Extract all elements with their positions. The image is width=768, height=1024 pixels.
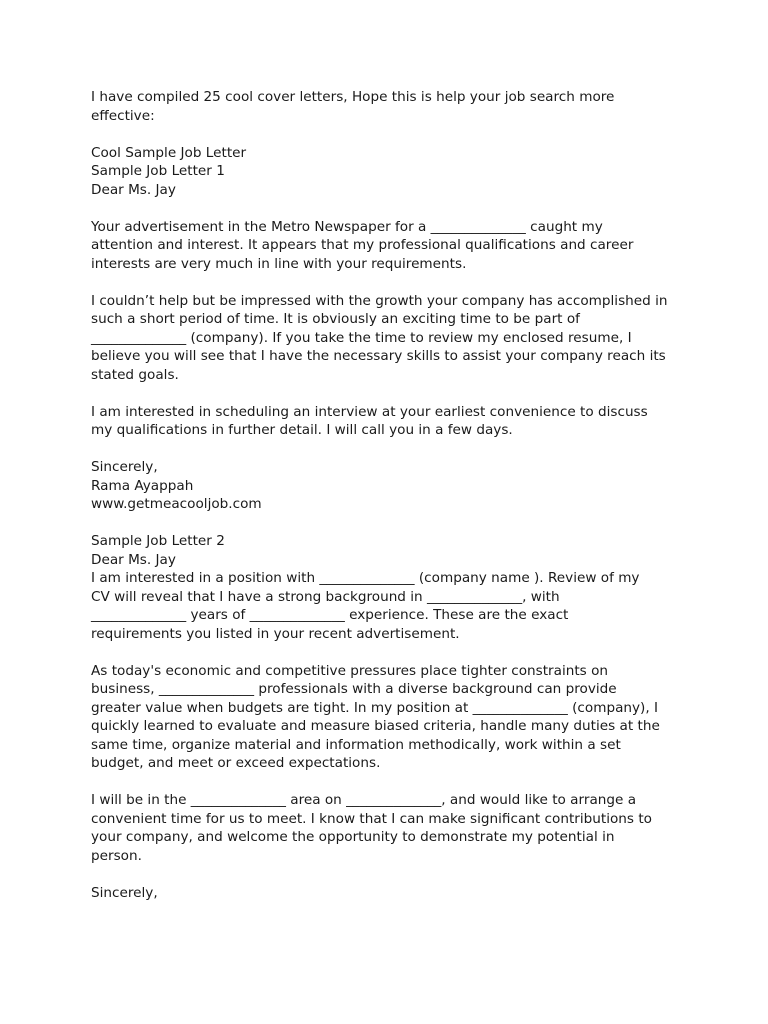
text-line: my qualifications in further detail. I will call you in a few days. bbox=[91, 422, 513, 438]
letter2-paragraph-3 bbox=[91, 791, 691, 865]
salutation: Dear Ms. Jay bbox=[91, 551, 176, 568]
text-line: ______________ years of ______________ experience. These are the exact bbox=[91, 607, 569, 623]
letter2-block bbox=[91, 532, 691, 643]
text-line: ______________ (company). If you take the time to review my enclosed resume, I bbox=[91, 329, 632, 346]
text-line: interests are very much in line with your requirements. bbox=[91, 255, 467, 272]
website-text: www.getmeacooljob.com bbox=[91, 496, 262, 512]
text-line: business, ______________ professionals with a diverse background can provide bbox=[91, 681, 617, 697]
text-line: I have compiled 25 cool cover letters, Hope this is help your job search more bbox=[91, 89, 615, 105]
letter-title: Sample Job Letter 2 bbox=[91, 533, 225, 549]
closing: Sincerely, bbox=[91, 884, 158, 901]
closing: Sincerely, bbox=[91, 459, 158, 475]
text-line: convenient time for us to meet. I know that I can make significant contributions to bbox=[91, 810, 652, 827]
document-body bbox=[91, 88, 691, 921]
text-line: I am interested in a position with ______________ (company name ). Review of my bbox=[91, 570, 640, 586]
text-line: such a short period of time. It is obviously an exciting time to be part of bbox=[91, 311, 580, 327]
heading-block bbox=[91, 144, 691, 200]
text-line: effective: bbox=[91, 107, 155, 124]
text-line: your company, and welcome the opportunity to demonstrate my potential in bbox=[91, 829, 615, 845]
salutation: Dear Ms. Jay bbox=[91, 181, 176, 198]
text-line: stated goals. bbox=[91, 366, 179, 383]
text-line: quickly learned to evaluate and measure biased criteria, handle many duties at the bbox=[91, 718, 660, 734]
text-line: attention and interest. It appears that my professional qualifications and career bbox=[91, 237, 634, 253]
text-line: budget, and meet or exceed expectations. bbox=[91, 755, 381, 771]
letter-title: Sample Job Letter 1 bbox=[91, 163, 225, 179]
letter2-paragraph-2 bbox=[91, 662, 691, 773]
signer-name: Rama Ayappah bbox=[91, 477, 194, 494]
text-line: same time, organize material and information methodically, work within a set bbox=[91, 736, 621, 753]
text-line: CV will reveal that I have a strong background in ______________, with bbox=[91, 588, 560, 605]
text-line: I will be in the ______________ area on ______________, and would like to arrange a bbox=[91, 792, 637, 808]
letter1-signature bbox=[91, 458, 691, 514]
text-line: requirements you listed in your recent advertisement. bbox=[91, 625, 460, 642]
text-line: person. bbox=[91, 847, 142, 864]
letter1-paragraph-2 bbox=[91, 292, 691, 385]
text-line: greater value when budgets are tight. In my position at ______________ (company), I bbox=[91, 699, 659, 716]
letter1-paragraph-3 bbox=[91, 403, 691, 440]
document-title: Cool Sample Job Letter bbox=[91, 144, 247, 161]
letter1-paragraph-1 bbox=[91, 218, 691, 274]
text-line: I couldn’t help but be impressed with the growth your company has accomplished in bbox=[91, 292, 668, 309]
text-line: As today's economic and competitive pressures place tighter constraints on bbox=[91, 662, 609, 679]
text-line: Your advertisement in the Metro Newspaper for a ______________ caught my bbox=[91, 218, 603, 235]
text-line: believe you will see that I have the necessary skills to assist your company reach its bbox=[91, 348, 666, 364]
text-line: I am interested in scheduling an interview at your earliest convenience to discuss bbox=[91, 403, 648, 420]
letter2-closing bbox=[91, 884, 691, 903]
intro-paragraph bbox=[91, 88, 691, 125]
